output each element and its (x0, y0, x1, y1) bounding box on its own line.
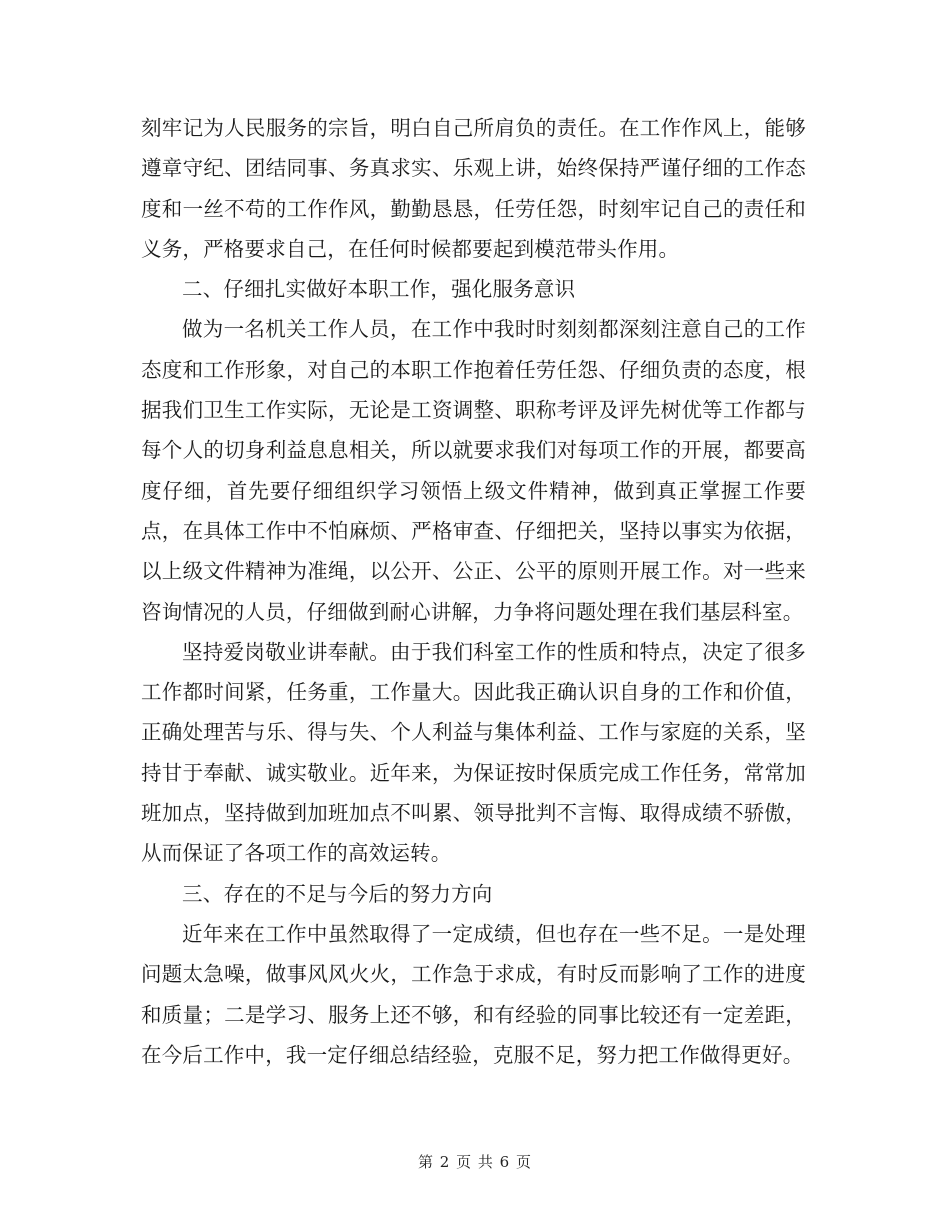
paragraph-dedication: 坚持爱岗敬业讲奉献。由于我们科室工作的性质和特点，决定了很多工作都时间紧，任务重，工作量大。因此我正确认识自身的工作和价值，正确处理苦与乐、得与失、个人利益与集体利益、工作与家庭的关系，坚持甘于奉献、诚实敬业。近年来，为保证按时保质完成工作任务，常常加班加点，坚持做到加班加点不叫累、领导批判不言悔、取得成绩不骄傲，从而保证了各项工作的高效运转。 (141, 639, 806, 866)
paragraph-shortcomings: 近年来在工作中虽然取得了一定成绩，但也存在一些不足。一是处理问题太急噪，做事风风火火，工作急于求成，有时反而影响了工作的进度和质量；二是学习、服务上还不够，和有经验的同事比较还有一定差距，在今后工作中，我一定仔细总结经验，克服不足，努力把工作做得更好。 (141, 921, 806, 1067)
paragraph-continuation: 刻牢记为人民服务的宗旨，明白自己所肩负的责任。在工作作风上，能够遵章守纪、团结同事、务真求实、乐观上讲，始终保持严谨仔细的工作态度和一丝不苟的工作作风，勤勤恳恳，任劳任怨，时刻牢记自己的责任和义务，严格要求自己，在任何时候都要起到模范带头作用。 (141, 116, 806, 261)
page-number-label: 第 2 页 共 6 页 (418, 1153, 532, 1171)
page-footer (0, 1152, 950, 1172)
document-body (141, 108, 806, 1075)
section-heading-2: 二、仔细扎实做好本职工作，强化服务意识 (182, 277, 576, 302)
paragraph-work-attitude: 做为一名机关工作人员，在工作中我时时刻刻都深刻注意自己的工作态度和工作形象，对自己的本职工作抱着任劳任怨、仔细负责的态度，根据我们卫生工作实际，无论是工资调整、职称考评及评先树优等工作都与每个人的切身利益息息相关，所以就要求我们对每项工作的开展，都要高度仔细，首先要仔细组织学习领悟上级文件精神，做到真正掌握工作要点，在具体工作中不怕麻烦、严格审查、仔细把关，坚持以事实为依据，以上级文件精神为准绳，以公开、公正、公平的原则开展工作。对一些来咨询情况的人员，仔细做到耐心讲解，力争将问题处理在我们基层科室。 (141, 317, 806, 624)
section-heading-3: 三、存在的不足与今后的努力方向 (182, 881, 493, 906)
